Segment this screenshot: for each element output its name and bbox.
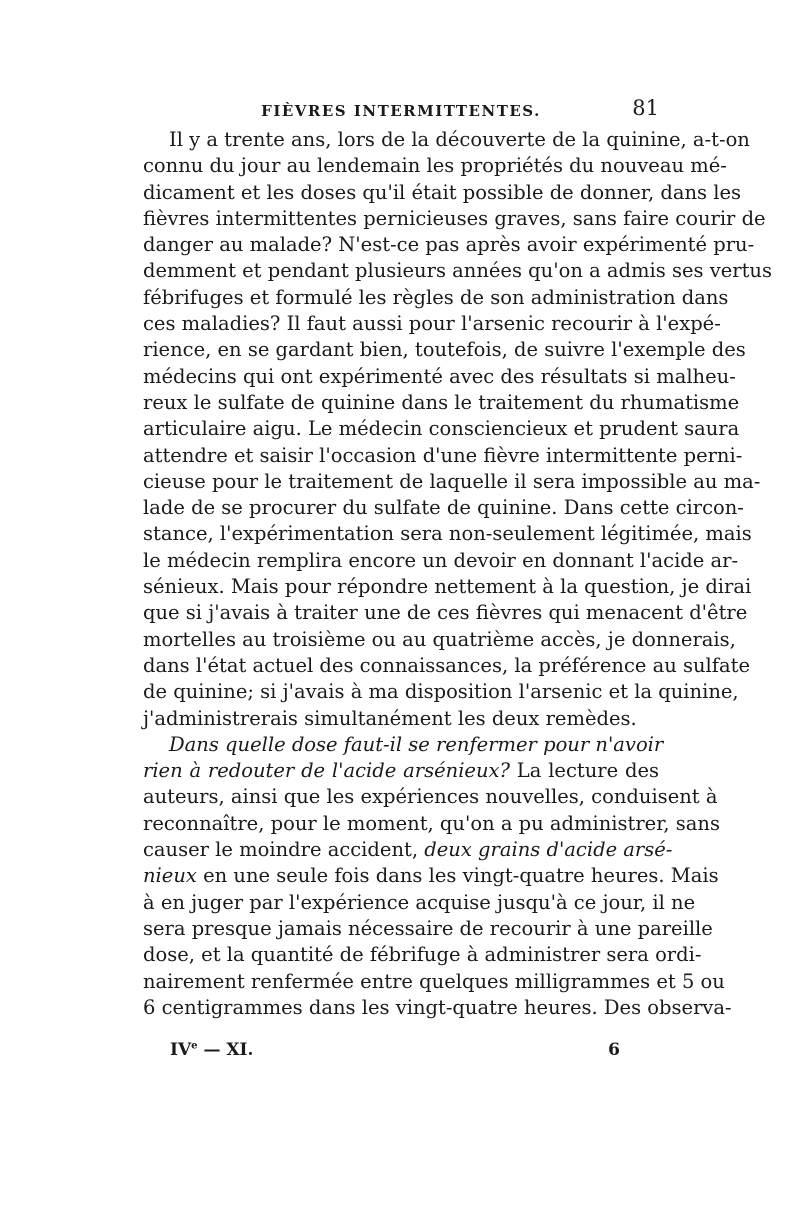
text-line: reconnaître, pour le moment, qu'on a pu administrer, sans [143,811,721,835]
text-line: cieuse pour le traitement de laquelle il sera impossible au ma- [143,469,761,493]
text-line: lade de se procurer du sulfate de quinine. Dans cette circon- [143,496,744,520]
running-title: FIÈVRES INTERMITTENTES. [261,102,541,120]
main-text [143,127,772,1021]
text-line: sera presque jamais nécessaire de recourir à une pareille [143,916,713,940]
text-line: articulaire aigu. Le médecin consciencieux et prudent saura [143,417,740,441]
text-line: le médecin remplira encore un devoir en donnant l'acide ar- [143,548,739,572]
text-line: sénieux. Mais pour répondre nettement à la question, je dirai [143,575,752,599]
text-line: stance, l'expérimentation sera non-seulement légitimée, mais [143,522,752,546]
text-line: à en juger par l'expérience acquise jusqu'à ce jour, il ne [143,890,696,914]
page-footer [170,1040,620,1064]
text-line: dicament et les doses qu'il était possible de donner, dans les [143,180,742,204]
text-line: reux le sulfate de quinine dans le traitement du rhumatisme [143,390,740,414]
italic-question-start: Dans quelle dose faut-il se renfermer pour n'avoir [169,732,664,756]
text-line: connu du jour au lendemain les propriétés du nouveau mé- [143,154,727,178]
signature-volume: IV [170,1040,192,1060]
text-line: fébrifuges et formulé les règles de son administration dans [143,285,729,309]
line-text: La lecture des [509,759,659,783]
text-line: mortelles au troisième ou au quatrième accès, je donnerais, [143,627,736,651]
gathering-number: 6 [608,1040,620,1060]
italic-dose: deux grains d'acide arsé- [424,838,673,862]
text-line: fièvres intermittentes pernicieuses graves, sans faire courir de [143,206,766,230]
text-line-mixed [143,758,659,784]
text-line: médecins qui ont expérimenté avec des résultats si malheu- [143,364,736,388]
text-line: danger au malade? N'est-ce pas après avoir expérimenté pru- [143,233,755,257]
italic-dose-end: nieux [143,864,197,888]
text-line: j'administrerais simultanément les deux remèdes. [143,706,637,730]
text-line: nairement renfermée entre quelques milligrammes et 5 ou [143,969,725,993]
text-line: ces maladies? Il faut aussi pour l'arsenic recourir à l'expé- [143,312,721,336]
text-line: 6 centigrammes dans les vingt-quatre heures. Des observa- [143,995,732,1019]
signature-mark [170,1040,253,1060]
text-line-italic [143,732,664,758]
italic-question-end: rien à redouter de l'acide arsénieux? [143,759,510,783]
signature-series: — XI. [197,1040,254,1060]
text-line: demment et pendant plusieurs années qu'on a admis ses vertus [143,259,772,283]
line-text: causer le moindre accident, [143,838,425,862]
text-line: dans l'état actuel des connaissances, la préférence au sulfate [143,653,751,677]
page-header [143,96,659,126]
text-line: Il y a trente ans, lors de la découverte de la quinine, a-t-on [169,128,750,151]
text-line-mixed [143,837,673,863]
text-line: attendre et saisir l'occasion d'une fièvre intermittente perni- [143,443,743,467]
text-line: dose, et la quantité de fébrifuge à administrer sera ordi- [143,943,702,967]
text-line: que si j'avais à traiter une de ces fièvres qui menacent d'être [143,601,748,625]
text-line: auteurs, ainsi que les expériences nouvelles, conduisent à [143,785,718,809]
line-text: en une seule fois dans les vingt-quatre heures. Mais [196,864,719,888]
signature-sup: e [191,1040,198,1052]
text-line: rience, en se gardant bien, toutefois, de suivre l'exemple des [143,338,746,362]
text-line: de quinine; si j'avais à ma disposition l'arsenic et la quinine, [143,680,739,704]
text-line-mixed [143,863,719,889]
page-number: 81 [632,96,659,120]
